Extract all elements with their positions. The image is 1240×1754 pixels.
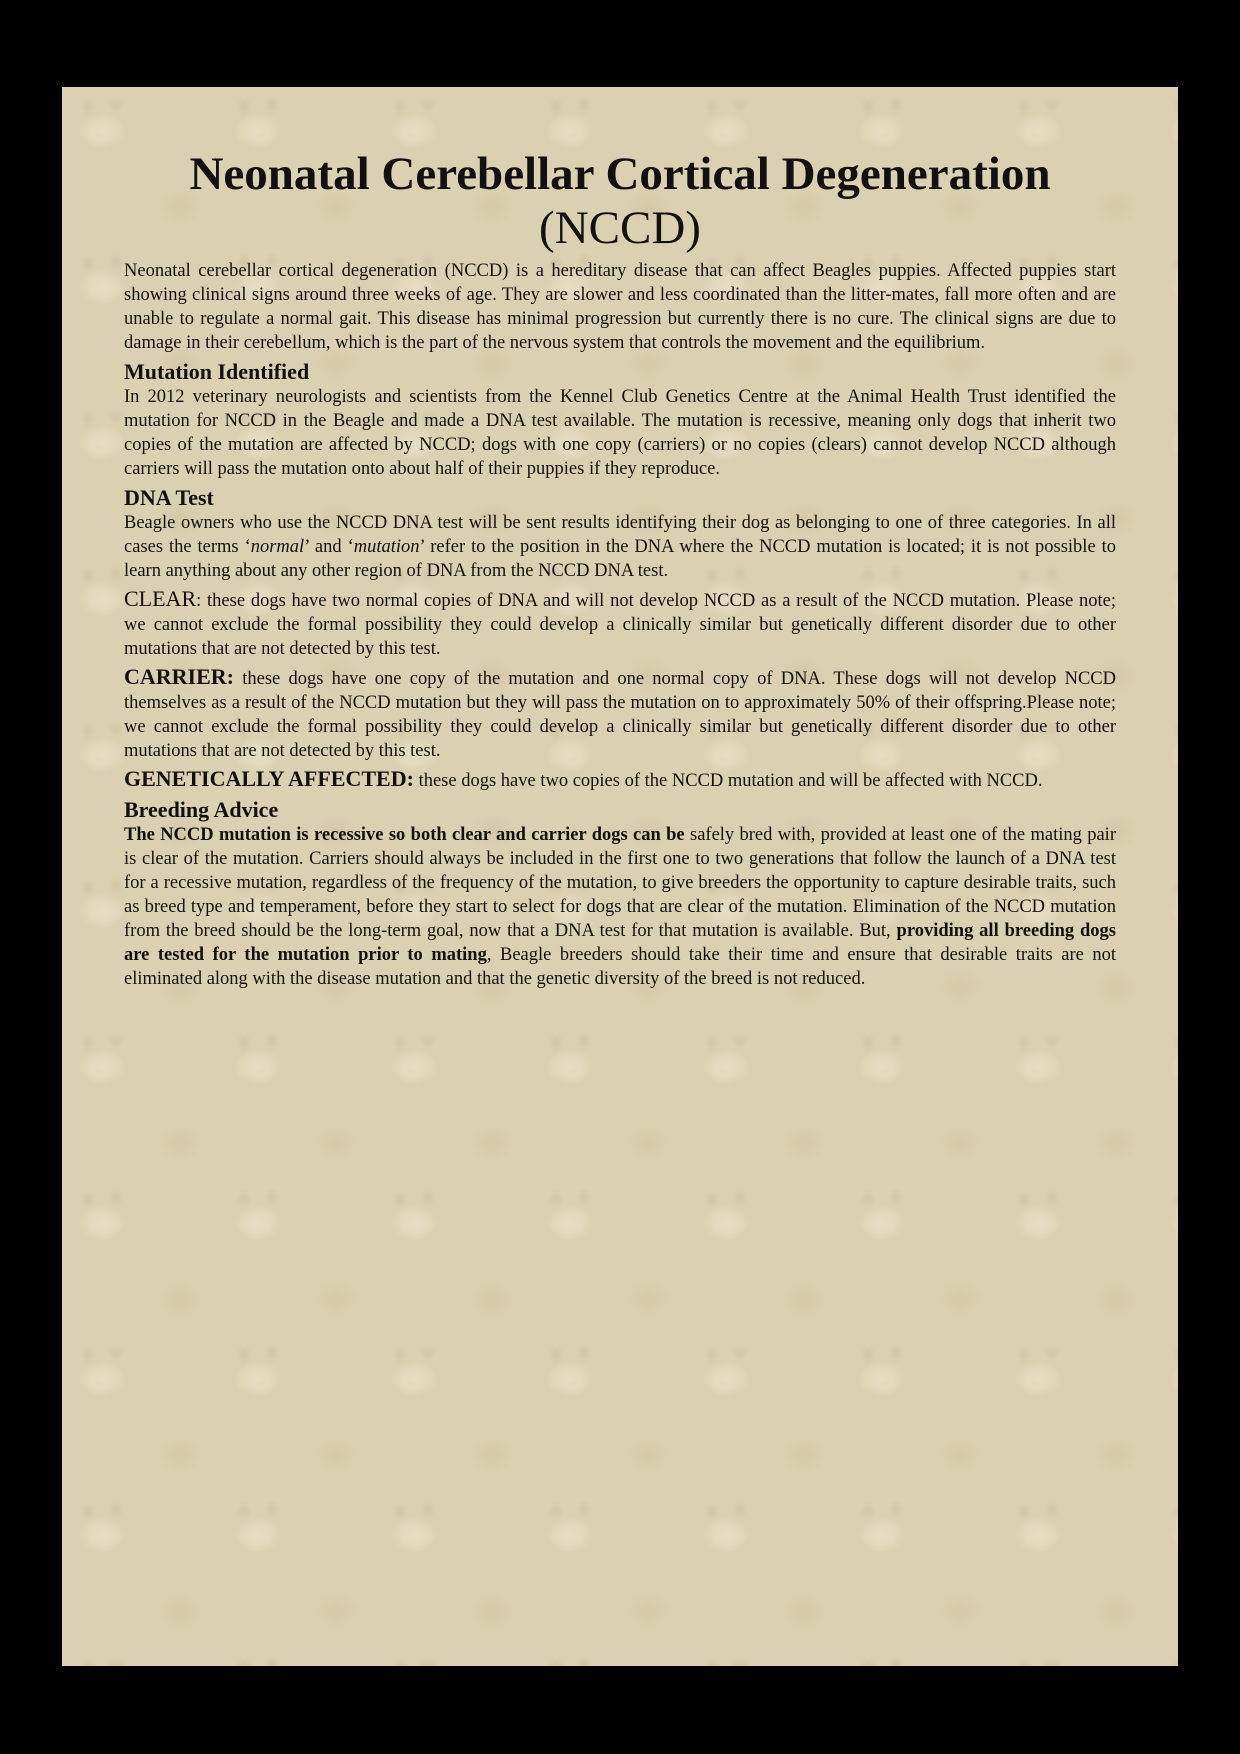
- term-mutation: mutation: [353, 537, 420, 557]
- carrier-term: CARRIER:: [124, 664, 234, 689]
- mutation-heading: Mutation Identified: [124, 359, 310, 384]
- affected-definition: [124, 767, 1116, 793]
- mutation-paragraph: In 2012 veterinary neurologists and scientists from the Kennel Club Genetics Centre at the Animal Health Trust identified the mutation for NCCD in the Beagle and made a DNA test available. The mutation is recessive, meaning only dogs that inherit two copies of the mutation are affected by NCCD; dogs with one copy (carriers) or no copies (clears) cannot develop NCCD although carriers will pass the mutation onto about half of their puppies if they reproduce.: [124, 387, 1116, 479]
- breeding-paragraph: [124, 823, 1116, 991]
- dna-test-heading: DNA Test: [124, 485, 214, 510]
- dna-test-paragraph: [124, 511, 1116, 583]
- clear-definition: [124, 587, 1116, 661]
- document-content: [124, 147, 1116, 991]
- breeding-heading: Breeding Advice: [124, 797, 279, 822]
- affected-text: these dogs have two copies of the NCCD mutation and will be affected with NCCD.: [413, 771, 1043, 791]
- affected-term: GENETICALLY AFFECTED:: [124, 766, 414, 791]
- page-title: Neonatal Cerebellar Cortical Degeneration: [189, 148, 1051, 200]
- clear-term: CLEAR: [124, 586, 197, 611]
- dna-test-text-1: Beagle owners who use the NCCD DNA test will be sent results identifying their dog as belonging to one of three categories. In all cases the terms ‘: [124, 513, 1116, 557]
- breeding-text-1: safely bred with, provided at least one of the mating pair is clear of the mutation. Carriers should always be included in the first one to two generations that follow the launch of a DNA test for a recessive mutation, regardless of the frequency of the mutation, to give breeders the opportunity to capture desirable traits, such as breed type and temperament, before they start to select for dogs that are clear of the mutation. Elimination of the NCCD mutation from the breed should be the long-term goal, now that a DNA test for that mutation is available. But,: [124, 825, 1116, 941]
- dna-test-text-2: ’ and ‘: [304, 537, 354, 557]
- term-normal: normal: [250, 537, 305, 557]
- clear-text: : these dogs have two normal copies of DNA and will not develop NCCD as a result of the NCCD mutation. Please note; we cannot exclude the formal possibility they could develop a clinically similar but genetically different disorder due to other mutations that are not detected by this test.: [124, 591, 1116, 659]
- page-subtitle: (NCCD): [539, 202, 701, 254]
- dna-test-text-3: ’ refer to the position in the DNA where the NCCD mutation is located; it is not possible to learn anything about any other region of DNA from the NCCD DNA test.: [124, 537, 1116, 581]
- carrier-text: these dogs have one copy of the mutation and one normal copy of DNA. These dogs will not develop NCCD themselves as a result of the NCCD mutation but they will pass the mutation on to approximately 50% of their offspring.Please note; we cannot exclude the formal possibility they could develop a clinically similar but genetically different disorder due to other mutations that are not detected by this test.: [124, 669, 1116, 761]
- breeding-text-2: , Beagle breeders should take their time and ensure that desirable traits are not eliminated along with the disease mutation and that the genetic diversity of the breed is not reduced.: [124, 945, 1116, 989]
- intro-paragraph: Neonatal cerebellar cortical degeneration (NCCD) is a hereditary disease that can affect Beagles puppies. Affected puppies start showing clinical signs around three weeks of age. They are slower and less coordinated than the litter-mates, fall more often and are unable to regulate a normal gait. This disease has minimal progression but currently there is no cure. The clinical signs are due to damage in their cerebellum, which is the part of the nervous system that controls the movement and the equilibrium.: [124, 261, 1116, 353]
- breeding-bold-mid: providing all breeding dogs are tested for the mutation prior to mating: [124, 921, 1116, 965]
- carrier-definition: [124, 665, 1116, 763]
- document-page: [62, 87, 1178, 1666]
- breeding-bold-start: The NCCD mutation is recessive so both clear and carrier dogs can be: [124, 825, 685, 845]
